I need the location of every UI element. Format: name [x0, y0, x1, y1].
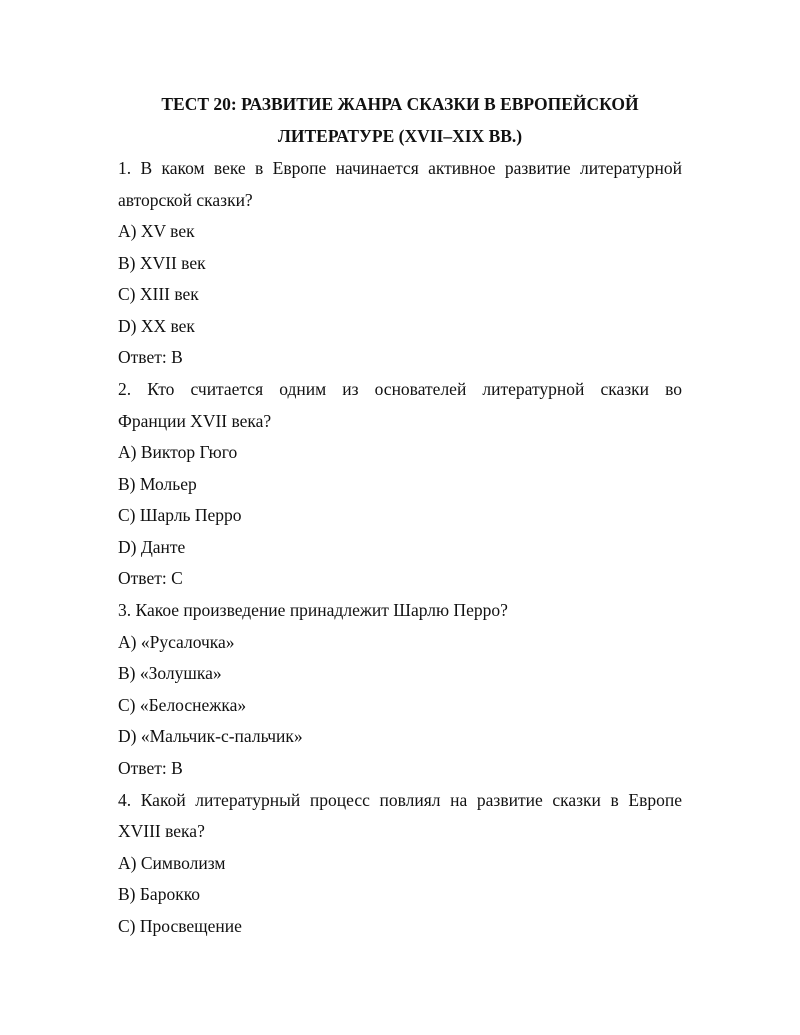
question-1-answer: Ответ: B: [118, 347, 183, 367]
question-2-option-c: C) Шарль Перро: [118, 505, 242, 525]
question-2-option-b: B) Мольер: [118, 474, 197, 494]
question-3-option-a: A) «Русалочка»: [118, 632, 235, 652]
question-4-option-b: B) Барокко: [118, 884, 201, 904]
question-1-text-line-1: 1. В каком веке в Европе начинается активное развитие литературной: [118, 158, 682, 178]
question-4-text-line-2: XVIII века?: [118, 821, 205, 841]
question-3-option-d: D) «Мальчик-с-пальчик»: [118, 726, 303, 746]
question-2-answer: Ответ: C: [118, 568, 183, 588]
question-2-text-line-1: 2. Кто считается одним из основателей литературной сказки во: [118, 379, 682, 399]
question-2-text-line-2: Франции XVII века?: [118, 411, 272, 431]
question-2-option-d: D) Данте: [118, 537, 186, 557]
question-1-option-d: D) XX век: [118, 316, 195, 336]
question-3-option-b: B) «Золушка»: [118, 663, 222, 683]
question-1-option-b: B) XVII век: [118, 253, 206, 273]
document-title-line-1: ТЕСТ 20: РАЗВИТИЕ ЖАНРА СКАЗКИ В ЕВРОПЕЙСКОЙ: [161, 94, 639, 114]
question-3-text-line-1: 3. Какое произведение принадлежит Шарлю Перро?: [118, 600, 508, 620]
question-1-text-line-2: авторской сказки?: [118, 190, 253, 210]
question-2-option-a: A) Виктор Гюго: [118, 442, 238, 462]
question-4-option-a: A) Символизм: [118, 853, 226, 873]
question-1-option-c: C) XIII век: [118, 284, 199, 304]
question-3-option-c: C) «Белоснежка»: [118, 695, 247, 715]
document-title-line-2: ЛИТЕРАТУРЕ (XVII–XIX ВВ.): [277, 126, 523, 146]
question-4-text-line-1: 4. Какой литературный процесс повлиял на развитие сказки в Европе: [118, 790, 682, 810]
question-1-option-a: A) XV век: [118, 221, 195, 241]
question-3-answer: Ответ: B: [118, 758, 183, 778]
question-4-option-c: C) Просвещение: [118, 916, 242, 936]
